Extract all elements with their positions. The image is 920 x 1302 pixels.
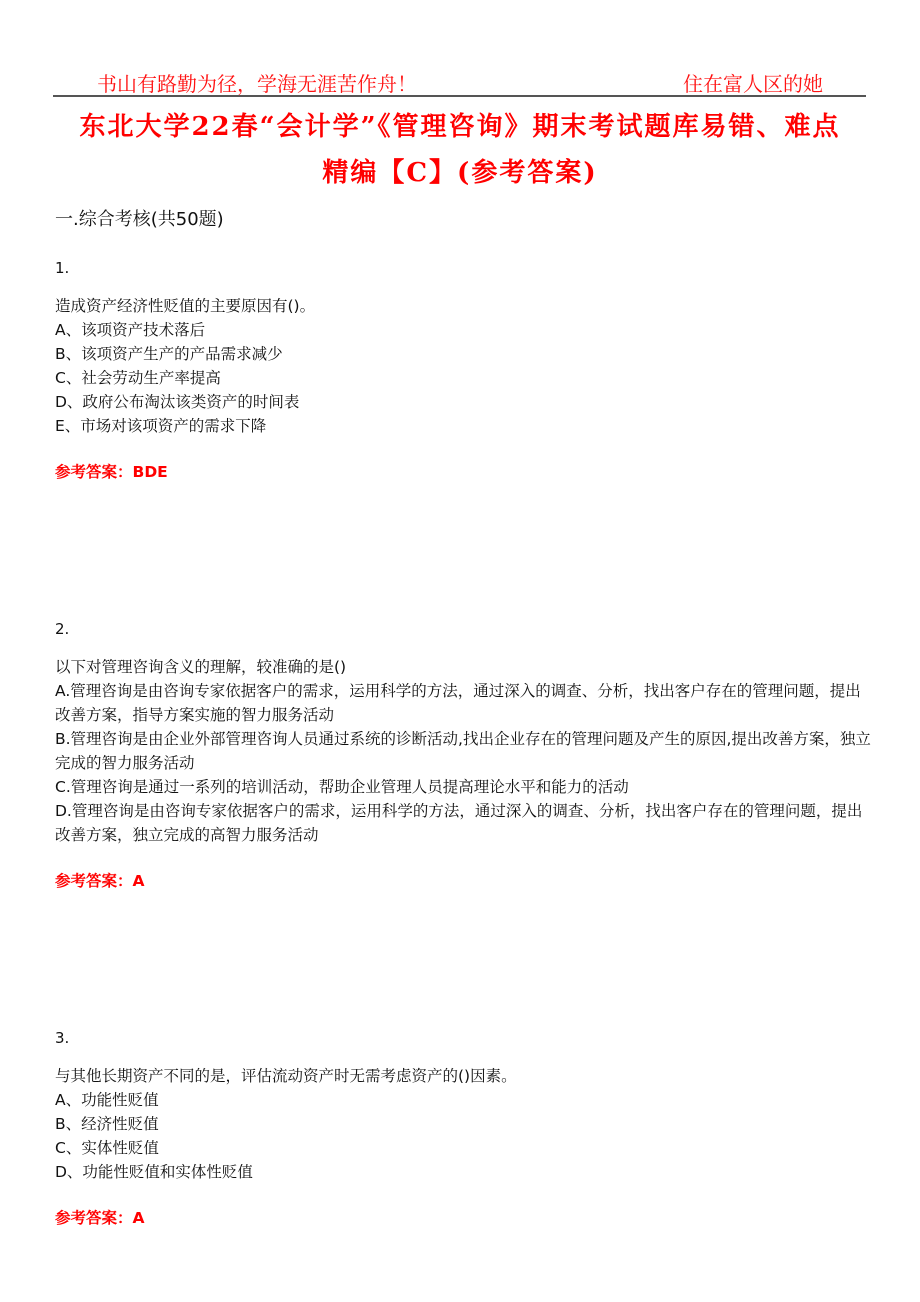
option-c: C.管理咨询是通过一系列的培训活动，帮助企业管理人员提高理论水平和能力的活动 bbox=[55, 778, 629, 796]
option-e: E、市场对该项资产的需求下降 bbox=[55, 417, 267, 435]
document-title bbox=[0, 104, 920, 196]
option-c: C、社会劳动生产率提高 bbox=[55, 369, 221, 387]
option-a: A.管理咨询是由咨询专家依据客户的需求，运用科学的方法，通过深入的调查、分析，找出客户存在的管理问题，提出改善方案，指导方案实施的智力服务活动 bbox=[55, 682, 861, 724]
question-number: 2. bbox=[55, 620, 70, 638]
question-stem: 以下对管理咨询含义的理解，较准确的是() bbox=[55, 658, 347, 676]
option-d: D.管理咨询是由咨询专家依据客户的需求，运用科学的方法，通过深入的调查、分析，找出客户存在的管理问题，提出改善方案，独立完成的高智力服务活动 bbox=[55, 802, 863, 844]
header-author: 住在富人区的她 bbox=[683, 72, 823, 96]
question-3 bbox=[55, 1026, 875, 1230]
option-b: B、该项资产生产的产品需求减少 bbox=[55, 345, 283, 363]
option-b: B.管理咨询是由企业外部管理咨询人员通过系统的诊断活动,找出企业存在的管理问题及产生的原因,提出改善方案，独立完成的智力服务活动 bbox=[55, 730, 871, 772]
document-title-line-1: 东北大学22春“会计学”《管理咨询》期末考试题库易错、难点 bbox=[79, 112, 841, 142]
page-header bbox=[53, 64, 866, 97]
question-stem: 与其他长期资产不同的是，评估流动资产时无需考虑资产的()因素。 bbox=[55, 1067, 517, 1085]
document-title-line-2: 精编【C】(参考答案) bbox=[322, 158, 598, 188]
reference-answer: 参考答案：A bbox=[55, 1209, 145, 1227]
option-d: D、功能性贬值和实体性贬值 bbox=[55, 1163, 253, 1181]
reference-answer: 参考答案：A bbox=[55, 872, 145, 890]
option-a: A、该项资产技术落后 bbox=[55, 321, 206, 339]
option-d: D、政府公布淘汰该类资产的时间表 bbox=[55, 393, 300, 411]
option-a: A、功能性贬值 bbox=[55, 1091, 159, 1109]
question-1 bbox=[55, 256, 875, 484]
option-c: C、实体性贬值 bbox=[55, 1139, 159, 1157]
question-number: 1. bbox=[55, 259, 70, 277]
option-b: B、经济性贬值 bbox=[55, 1115, 159, 1133]
section-heading: 一.综合考核(共50题) bbox=[55, 209, 224, 230]
header-motto: 书山有路勤为径，学海无涯苦作舟！ bbox=[97, 72, 417, 96]
reference-answer: 参考答案：BDE bbox=[55, 463, 168, 481]
question-2 bbox=[55, 617, 875, 893]
question-number: 3. bbox=[55, 1029, 70, 1047]
question-stem: 造成资产经济性贬值的主要原因有()。 bbox=[55, 297, 316, 315]
